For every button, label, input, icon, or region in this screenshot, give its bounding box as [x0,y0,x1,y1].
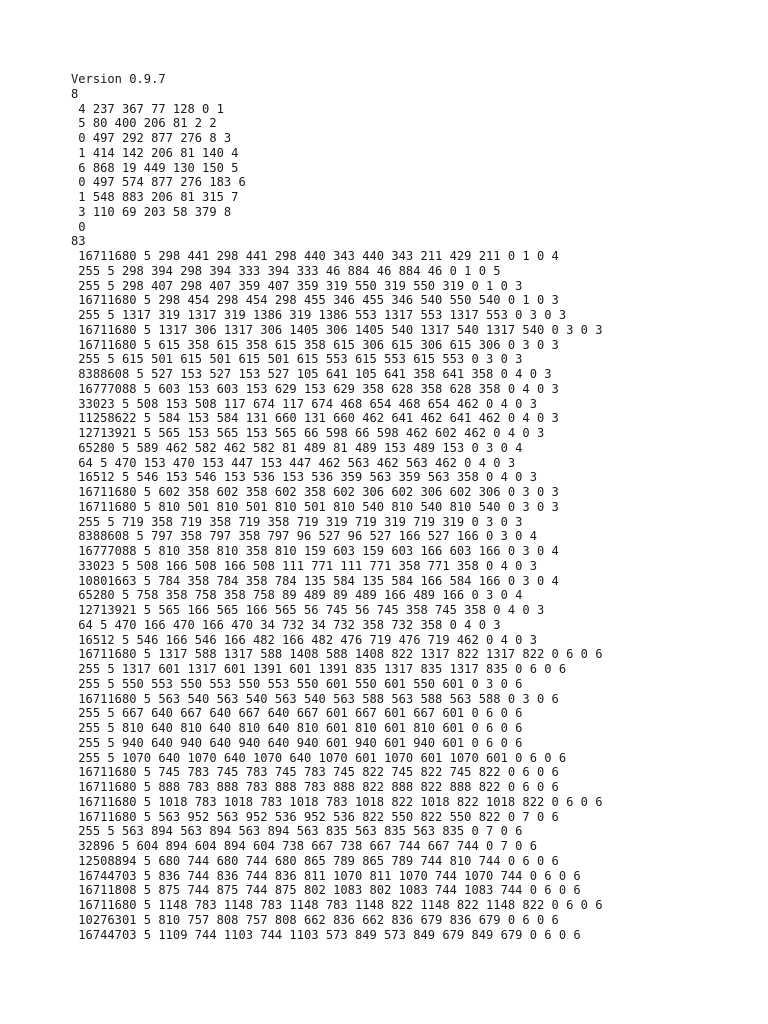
text-line: 255 5 719 358 719 358 719 358 719 319 719 319 719 319 0 3 0 3 [71,514,523,529]
text-line: 255 5 810 640 810 640 810 640 810 601 810 601 810 601 0 6 0 6 [71,721,523,735]
text-line: 8388608 5 527 153 527 153 527 105 641 105 641 358 641 358 0 4 0 3 [71,367,552,381]
text-line: 33023 5 508 153 508 117 674 117 674 468 654 468 654 462 0 4 0 3 [71,396,537,411]
text-line: 16711680 5 563 540 563 540 563 540 563 588 563 588 563 588 0 3 0 6 [71,691,559,706]
text-line: 0 [71,219,86,234]
text-line: 255 5 563 894 563 894 563 894 563 835 563 835 563 835 0 7 0 6 [71,824,523,839]
text-line: 255 5 940 640 940 640 940 640 940 601 940 601 940 601 0 6 0 6 [71,735,523,750]
text-line: 16711680 5 563 952 563 952 536 952 536 822 550 822 550 822 0 7 0 6 [71,809,559,824]
text-line: 4 237 367 77 128 0 1 [71,101,224,116]
text-line: 255 5 1070 640 1070 640 1070 640 1070 601 1070 601 1070 601 0 6 0 6 [71,750,567,765]
text-line: 16744703 5 1109 744 1103 744 1103 573 849 573 849 679 849 679 0 6 0 6 [71,927,581,942]
text-line: 16711680 5 888 783 888 783 888 783 888 822 888 822 888 822 0 6 0 6 [71,780,559,794]
text-line: 16777088 5 603 153 603 153 629 153 629 358 628 358 628 358 0 4 0 3 [71,381,559,396]
text-line: 12713921 5 565 153 565 153 565 66 598 66 598 462 602 462 0 4 0 3 [71,426,545,440]
text-line: 65280 5 758 358 758 358 758 89 489 89 489 166 489 166 0 3 0 4 [71,588,523,603]
text-line: 65280 5 589 462 582 462 582 81 489 81 489 153 489 153 0 3 0 4 [71,440,523,455]
text-line: 16711680 5 810 501 810 501 810 501 810 540 810 540 810 540 0 3 0 3 [71,499,559,514]
document-text [71,72,603,942]
text-line: 5 80 400 206 81 2 2 [71,116,217,131]
text-line: 8 [71,86,79,101]
text-line: 10276301 5 810 757 808 757 808 662 836 662 836 679 836 679 0 6 0 6 [71,912,559,927]
text-line: 3 110 69 203 58 379 8 [71,204,232,219]
text-line: 0 497 292 877 276 8 3 [71,131,232,145]
text-line: 255 5 298 407 298 407 359 407 359 319 550 319 550 319 0 1 0 3 [71,278,523,293]
text-line: 16711680 5 298 454 298 454 298 455 346 455 346 540 550 540 0 1 0 3 [71,293,559,308]
text-line: 64 5 470 166 470 166 470 34 732 34 732 358 732 358 0 4 0 3 [71,617,501,632]
text-line: 255 5 667 640 667 640 667 640 667 601 667 601 667 601 0 6 0 6 [71,706,523,721]
text-line: 16777088 5 810 358 810 358 810 159 603 159 603 166 603 166 0 3 0 4 [71,544,559,558]
text-line: 16744703 5 836 744 836 744 836 811 1070 811 1070 744 1070 744 0 6 0 6 [71,868,581,883]
text-line: 12713921 5 565 166 565 166 565 56 745 56 745 358 745 358 0 4 0 3 [71,603,545,617]
text-line: 16711680 5 1018 783 1018 783 1018 783 1018 822 1018 822 1018 822 0 6 0 6 [71,794,603,809]
text-line: 33023 5 508 166 508 166 508 111 771 111 771 358 771 358 0 4 0 3 [71,558,537,573]
text-line: 255 5 1317 319 1317 319 1386 319 1386 553 1317 553 1317 553 0 3 0 3 [71,308,567,322]
text-line: 16711680 5 298 441 298 441 298 440 343 440 343 211 429 211 0 1 0 4 [71,249,559,263]
text-line: 1 548 883 206 81 315 7 [71,190,239,204]
text-line: 16711680 5 1317 588 1317 588 1408 588 1408 822 1317 822 1317 822 0 6 0 6 [71,647,603,662]
text-line: 83 [71,234,86,249]
text-line: 12508894 5 680 744 680 744 680 865 789 865 789 744 810 744 0 6 0 6 [71,853,559,868]
text-line: 11258622 5 584 153 584 131 660 131 660 462 641 462 641 462 0 4 0 3 [71,411,559,426]
text-line: 255 5 550 553 550 553 550 553 550 601 550 601 550 601 0 3 0 6 [71,676,523,691]
text-line: 1 414 142 206 81 140 4 [71,145,239,160]
text-line: 16711808 5 875 744 875 744 875 802 1083 802 1083 744 1083 744 0 6 0 6 [71,883,581,898]
text-line: 64 5 470 153 470 153 447 153 447 462 563 462 563 462 0 4 0 3 [71,455,516,470]
text-line: 16711680 5 602 358 602 358 602 358 602 306 602 306 602 306 0 3 0 3 [71,485,559,499]
text-line: 0 497 574 877 276 183 6 [71,175,246,190]
text-line: 8388608 5 797 358 797 358 797 96 527 96 527 166 527 166 0 3 0 4 [71,529,537,544]
version-line: Version 0.9.7 [71,72,166,86]
text-line: 255 5 298 394 298 394 333 394 333 46 884 46 884 46 0 1 0 5 [71,263,501,278]
text-line: 16512 5 546 166 546 166 482 166 482 476 719 476 719 462 0 4 0 3 [71,632,537,647]
text-line: 16711680 5 615 358 615 358 615 358 615 306 615 306 615 306 0 3 0 3 [71,337,559,352]
text-line: 10801663 5 784 358 784 358 784 135 584 135 584 166 584 166 0 3 0 4 [71,573,559,588]
text-line: 16711680 5 745 783 745 783 745 783 745 822 745 822 745 822 0 6 0 6 [71,765,559,780]
text-line: 16711680 5 1317 306 1317 306 1405 306 1405 540 1317 540 1317 540 0 3 0 3 [71,322,603,337]
text-line: 16711680 5 1148 783 1148 783 1148 783 1148 822 1148 822 1148 822 0 6 0 6 [71,898,603,912]
text-line: 32896 5 604 894 604 894 604 738 667 738 667 744 667 744 0 7 0 6 [71,839,537,853]
text-line: 255 5 615 501 615 501 615 501 615 553 615 553 615 553 0 3 0 3 [71,352,523,367]
text-line: 16512 5 546 153 546 153 536 153 536 359 563 359 563 358 0 4 0 3 [71,470,537,485]
text-line: 6 868 19 449 130 150 5 [71,160,239,175]
text-line: 255 5 1317 601 1317 601 1391 601 1391 835 1317 835 1317 835 0 6 0 6 [71,662,567,676]
